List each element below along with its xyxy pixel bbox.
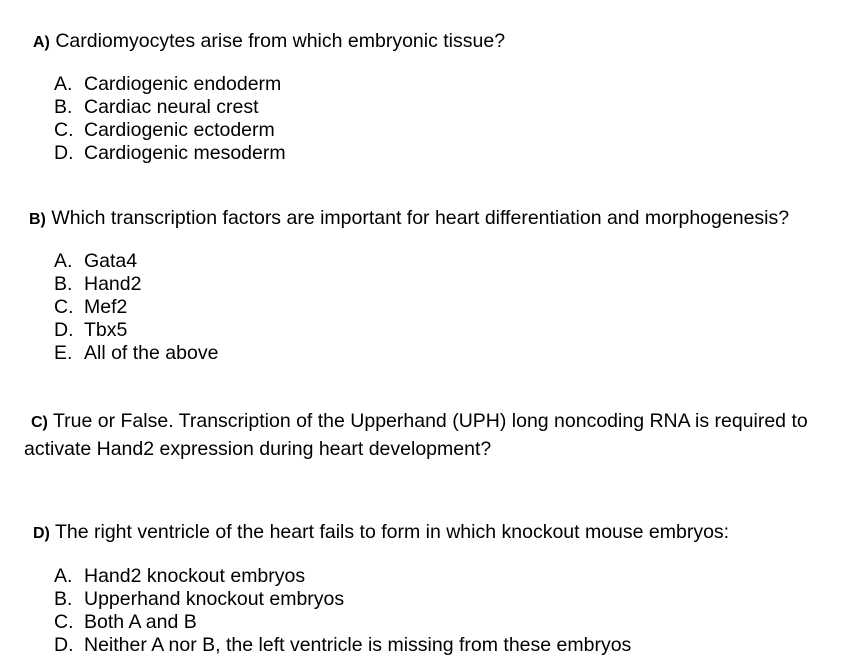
question-d-text: The right ventricle of the heart fails to form in which knockout mouse embryos: <box>54 521 730 543</box>
question-a-options <box>54 73 286 165</box>
question-b-options <box>54 250 218 365</box>
option-letter: B. <box>54 96 73 118</box>
option-letter: D. <box>54 634 74 656</box>
option-letter: C. <box>54 119 74 141</box>
option-text: Cardiac neural crest <box>84 96 259 118</box>
option-item <box>54 250 218 273</box>
option-text: Cardiogenic endoderm <box>84 73 282 95</box>
option-text: All of the above <box>84 342 219 364</box>
option-item <box>54 342 218 365</box>
option-item <box>54 296 218 319</box>
question-b-text: Which transcription factors are important for heart differentiation and morphogenesis? <box>51 207 790 229</box>
question-d <box>33 521 729 545</box>
option-letter: E. <box>54 342 73 364</box>
option-item <box>54 588 631 611</box>
option-text: Hand2 knockout embryos <box>84 565 306 587</box>
option-text: Neither A nor B, the left ventricle is missing from these embryos <box>84 634 632 656</box>
question-b-label: B) <box>29 211 46 228</box>
option-item <box>54 611 631 634</box>
option-item <box>54 142 286 165</box>
option-letter: A. <box>54 565 73 587</box>
option-text: Cardiogenic mesoderm <box>84 142 286 164</box>
question-c-text-line-2: activate Hand2 expression during heart development? <box>24 438 492 460</box>
option-item <box>54 319 218 342</box>
question-b <box>29 207 789 231</box>
option-item <box>54 119 286 142</box>
option-letter: D. <box>54 319 74 341</box>
option-letter: B. <box>54 588 73 610</box>
question-c-line-1 <box>24 408 840 436</box>
question-a-label: A) <box>33 34 50 51</box>
question-c-label: C) <box>31 414 48 431</box>
option-letter: C. <box>54 296 74 318</box>
option-text: Gata4 <box>84 250 138 272</box>
option-letter: C. <box>54 611 74 633</box>
question-d-label: D) <box>33 525 50 542</box>
option-item <box>54 565 631 588</box>
option-letter: D. <box>54 142 74 164</box>
question-c-text-line-1: True or False. Transcription of the Upperhand (UPH) long noncoding RNA is required to <box>52 410 808 432</box>
option-text: Mef2 <box>84 296 128 318</box>
option-letter: A. <box>54 73 73 95</box>
option-letter: B. <box>54 273 73 295</box>
option-text: Hand2 <box>84 273 142 295</box>
option-text: Cardiogenic ectoderm <box>84 119 275 141</box>
option-item <box>54 96 286 119</box>
option-item <box>54 73 286 96</box>
option-text: Both A and B <box>84 611 197 633</box>
option-letter: A. <box>54 250 73 272</box>
option-item <box>54 634 631 657</box>
question-d-options <box>54 565 631 657</box>
option-item <box>54 273 218 296</box>
question-a <box>33 30 505 54</box>
option-text: Upperhand knockout embryos <box>84 588 345 610</box>
option-text: Tbx5 <box>84 319 128 341</box>
question-c <box>24 408 840 463</box>
question-a-text: Cardiomyocytes arise from which embryonic tissue? <box>55 30 506 52</box>
